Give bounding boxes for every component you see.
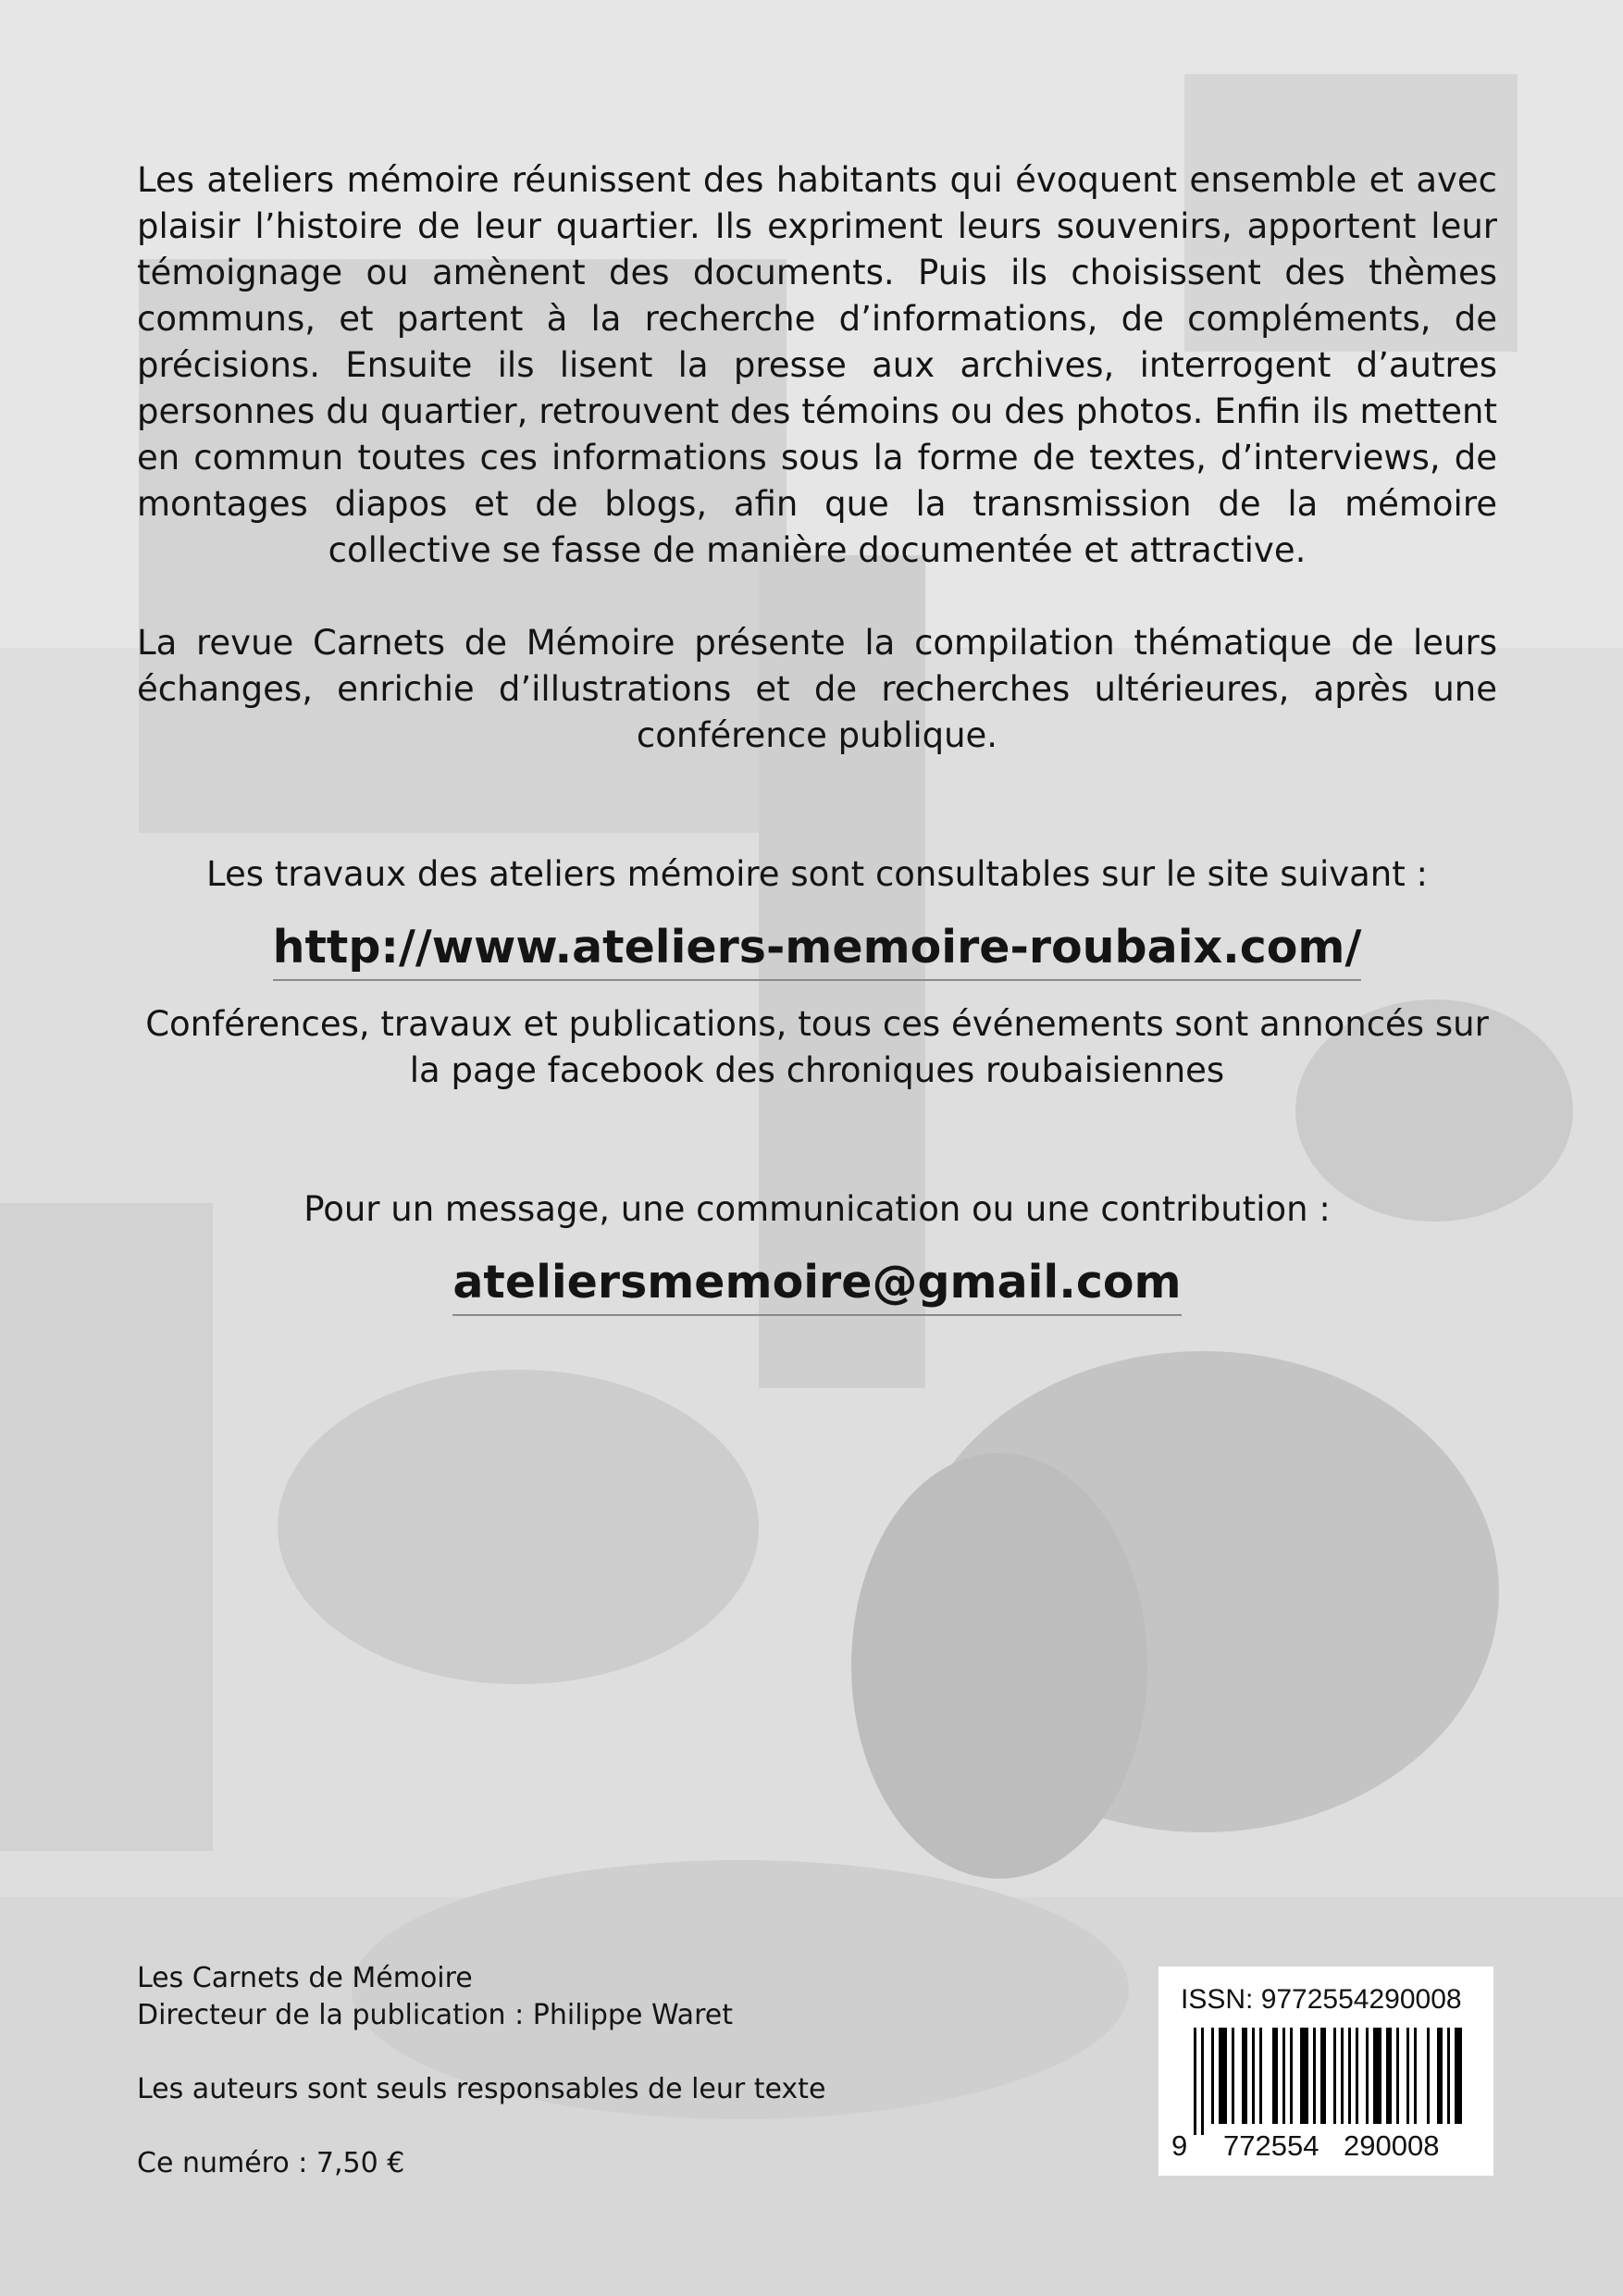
barcode-bar	[1300, 2028, 1308, 2124]
barcode-bar	[1414, 2028, 1417, 2124]
barcode-bar	[1341, 2028, 1344, 2124]
barcode-bar	[1373, 2028, 1381, 2124]
barcode-bars	[1194, 2028, 1462, 2135]
barcode-bar	[1290, 2028, 1293, 2124]
barcode-bar	[1252, 2028, 1255, 2124]
footer-credits	[137, 1960, 825, 2182]
main-content	[137, 157, 1497, 1316]
barcode-bar	[1406, 2028, 1409, 2124]
barcode-bar	[1447, 2028, 1450, 2124]
intro-paragraph: Les ateliers mémoire réunissent des habitants qui évoquent ensemble et avec plaisir l’histoire de leur quartier. Ils expriment leurs souvenirs, apportent leur témoignage ou amènent des documents. Puis ils choisissent des thèmes communs, et partent à la recherche d’informations, de compléments, de précisions. Ensuite ils lisent la presse aux archives, interrogent d’autres personnes du quartier, retrouvent des témoins ou des photos. Enfin ils mettent en commun toutes ces informations sous la forme de textes, d’interviews, de montages diapos et de blogs, afin que la transmission de la mémoire collective se fasse de manière documentée et attractive.	[137, 160, 1497, 570]
issn-label: ISSN: 9772554290008	[1181, 1984, 1462, 2015]
revue-paragraph: La revue Carnets de Mémoire présente la compilation thématique de leurs échanges, enrichie d’illustrations et de recherches ultérieures, après une conférence publique.	[137, 623, 1497, 755]
website-intro: Les travaux des ateliers mémoire sont consultables sur le site suivant :	[205, 854, 1428, 894]
issue-price: Ce numéro : 7,50 €	[137, 2147, 405, 2179]
publication-name: Les Carnets de Mémoire	[137, 1962, 473, 1994]
responsibility-note: Les auteurs sont seuls responsables de leur texte	[137, 2073, 826, 2105]
barcode-digits-left: 772554	[1223, 2129, 1319, 2162]
barcode-bar	[1259, 2028, 1262, 2124]
barcode-bar	[1356, 2028, 1358, 2124]
barcode-bar	[1386, 2028, 1392, 2124]
barcode-bar	[1320, 2028, 1326, 2124]
barcode-bar	[1232, 2028, 1234, 2124]
barcode-bar	[1396, 2028, 1399, 2124]
barcode-bar	[1366, 2028, 1369, 2124]
barcode-bar	[1348, 2028, 1351, 2124]
email-link[interactable]: ateliersmemoire@gmail.com	[452, 1253, 1181, 1316]
barcode-bar	[1242, 2028, 1247, 2124]
barcode-bar	[1282, 2028, 1285, 2124]
barcode-bar	[1201, 2028, 1204, 2135]
issn-barcode	[1158, 1967, 1493, 2176]
website-link[interactable]: http://www.ateliers-memoire-roubaix.com/	[273, 918, 1362, 981]
barcode-bar	[1219, 2028, 1227, 2124]
barcode-bar	[1211, 2028, 1214, 2124]
barcode-bar	[1194, 2028, 1196, 2135]
barcode-digit-first: 9	[1171, 2129, 1188, 2162]
barcode-bar	[1333, 2028, 1336, 2124]
director-line: Directeur de la publication : Philippe Waret	[137, 1999, 733, 2031]
barcode-bar	[1427, 2028, 1430, 2124]
contact-intro: Pour un message, une communication ou une contribution :	[304, 1189, 1331, 1229]
events-paragraph: Conférences, travaux et publications, tous ces événements sont annoncés sur la page facebook des chroniques roubaisiennes	[145, 1004, 1489, 1090]
barcode-bar	[1437, 2028, 1443, 2124]
barcode-bar	[1455, 2028, 1462, 2124]
barcode-bar	[1313, 2028, 1316, 2124]
barcode-digits-right: 290008	[1344, 2129, 1440, 2162]
barcode-bar	[1272, 2028, 1278, 2124]
